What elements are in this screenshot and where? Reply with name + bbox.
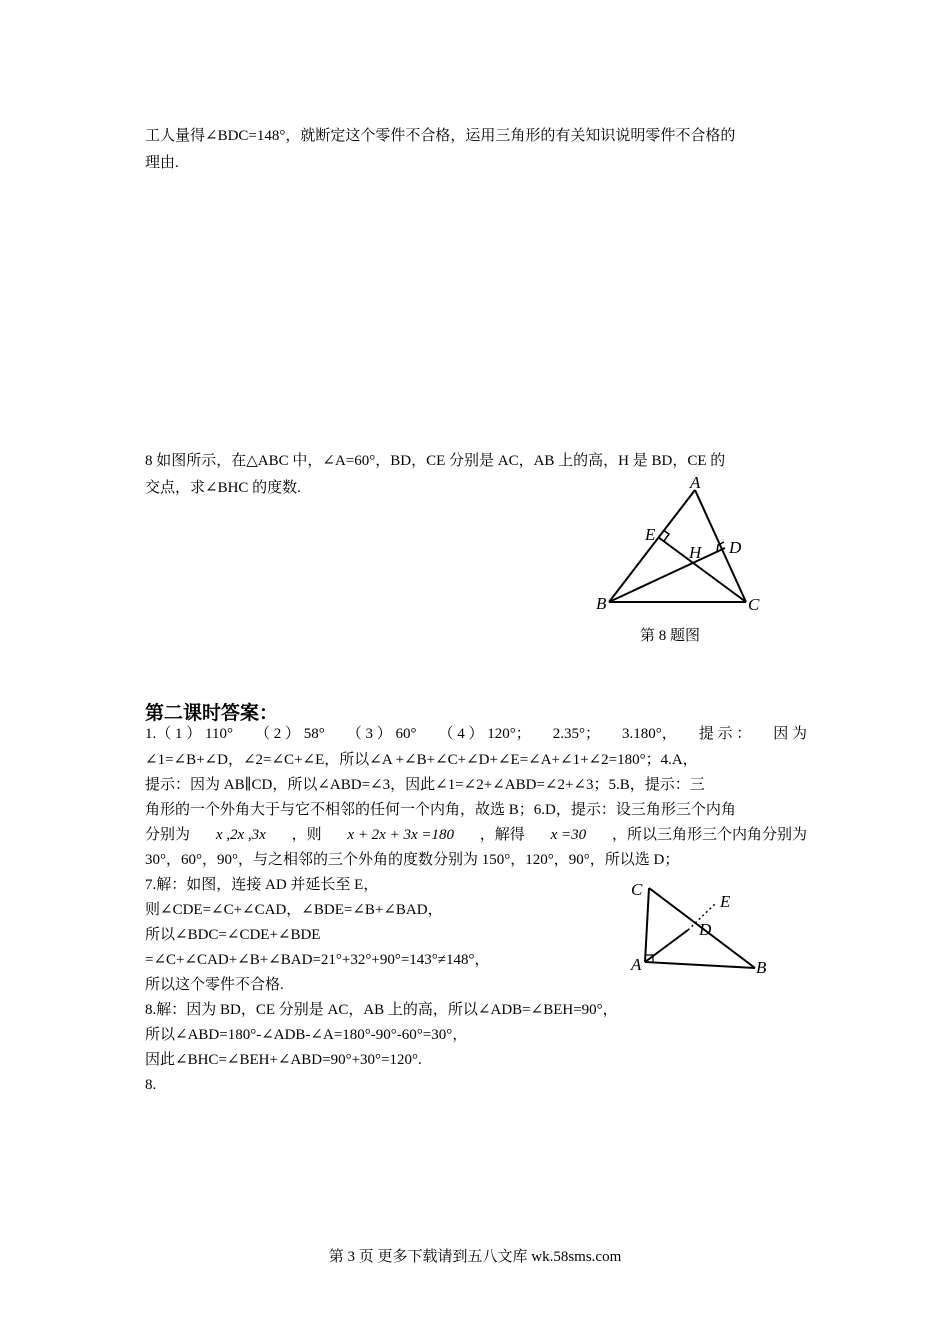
answer-line6: 30°，60°，90°，与之相邻的三个外角的度数分别为 150°，120°，90°，所以选 D； [145, 852, 680, 868]
figure8-label-h: H [689, 543, 702, 562]
answer-line2: ∠1=∠B+∠D，∠2=∠C+∠E，所以∠A +∠B+∠C+∠D+∠E=∠A+∠1+∠2=180°；4.A， [145, 752, 698, 768]
figure7-label-b: B [756, 958, 767, 977]
answer6-variables: x ,2x ,3x [215, 827, 266, 843]
answer6-text-c: ，解得 [479, 827, 525, 843]
problem7-text-line1: 工人量得∠BDC=148°，就断定这个零件不合格，运用三角形的有关知识说明零件不合格的 [145, 128, 736, 144]
answer7-line3: 所以∠BDC=∠CDE+∠BDE [145, 927, 321, 943]
figure7-label-c: C [631, 880, 643, 899]
answer7-line4: =∠C+∠CAD+∠B+∠BAD=21°+32°+90°=143°≠148°， [145, 952, 490, 968]
figure8-triangle-diagram [588, 472, 788, 617]
answer-line4: 角形的一个外角大于与它不相邻的任何一个内角，故选 B；6.D，提示：设三角形三个内角 [145, 802, 736, 818]
figure7-segment-ad [645, 930, 688, 962]
answer7-line1: 7.解：如图，连接 AD 并延长至 E， [145, 877, 379, 893]
page-footer: 第 3 页 更多下载请到五八文库 wk.58sms.com [328, 1249, 622, 1265]
figure7-label-d: D [699, 920, 712, 939]
answer8-line2: 所以∠ABD=180°-∠ADB-∠A=180°-90°-60°=30°， [145, 1027, 468, 1043]
figure8-label-c: C [748, 595, 760, 614]
figure8-altitude-bd [609, 548, 725, 602]
figure8-caption: 第 8 题图 [640, 628, 701, 644]
figure8-label-e: E [645, 525, 656, 544]
answer1-part4: （ 4 ） 120°； [438, 726, 531, 742]
answer6-equation: x + 2x + 3x =180 [347, 827, 454, 843]
answer8-line1: 8.解：因为 BD，CE 分别是 AC，AB 上的高，所以∠ADB=∠BEH=90°， [145, 1002, 618, 1018]
answer3-hint-label: 提 示 ： [698, 726, 752, 742]
answer1-part1: 1.（ 1 ） 110° [145, 726, 233, 742]
answer3: 3.180°， [621, 726, 677, 742]
figure8-label-b: B [596, 594, 607, 613]
answer7-line5: 所以这个零件不合格. [145, 977, 284, 993]
figure7-side-ab [645, 962, 755, 968]
problem7-text-line2: 理由. [145, 155, 179, 171]
answer-line5 [145, 825, 807, 845]
answer1-part2: （ 2 ） 58° [254, 726, 325, 742]
answers-heading: 第二课时答案： [145, 702, 279, 724]
answer6-text-b: ，则 [291, 827, 322, 843]
figure8-side-ab [609, 490, 695, 602]
problem8-text-line1: 8 如图所示，在△ABC 中，∠A=60°，BD，CE 分别是 AC，AB 上的高，H 是 BD，CE 的 [145, 453, 726, 469]
answer6-text-d: ，所以三角形三个内角分别为 [611, 827, 807, 843]
answer7-line2: 则∠CDE=∠C+∠CAD，∠BDE=∠B+∠BAD， [145, 902, 443, 918]
figure7-label-a: A [631, 955, 642, 974]
answer6-text-a: 分别为 [145, 827, 191, 843]
answer8-line3: 因此∠BHC=∠BEH+∠ABD=90°+30°=120°. [145, 1052, 422, 1068]
answer1-line1 [145, 724, 807, 744]
figure7-label-e: E [720, 892, 731, 911]
answer3-hint-start: 因 为 [773, 726, 807, 742]
answer6-solution: x =30 [550, 827, 587, 843]
problem8-text-line2: 交点，求∠BHC 的度数. [145, 480, 301, 496]
figure7-side-ca [645, 888, 649, 962]
figure8-label-d: D [729, 538, 742, 557]
answer-line3: 提示：因为 AB∥CD，所以∠ABD=∠3，因此∠1=∠2+∠ABD=∠2+∠3；5.B，提示：三 [145, 777, 705, 793]
answer1-part3: （ 3 ） 60° [346, 726, 417, 742]
figure8-label-a: A [690, 473, 701, 492]
figure7-diagram [625, 878, 775, 978]
answer2: 2.35°； [552, 726, 600, 742]
answer8-line4: 8. [145, 1077, 157, 1093]
